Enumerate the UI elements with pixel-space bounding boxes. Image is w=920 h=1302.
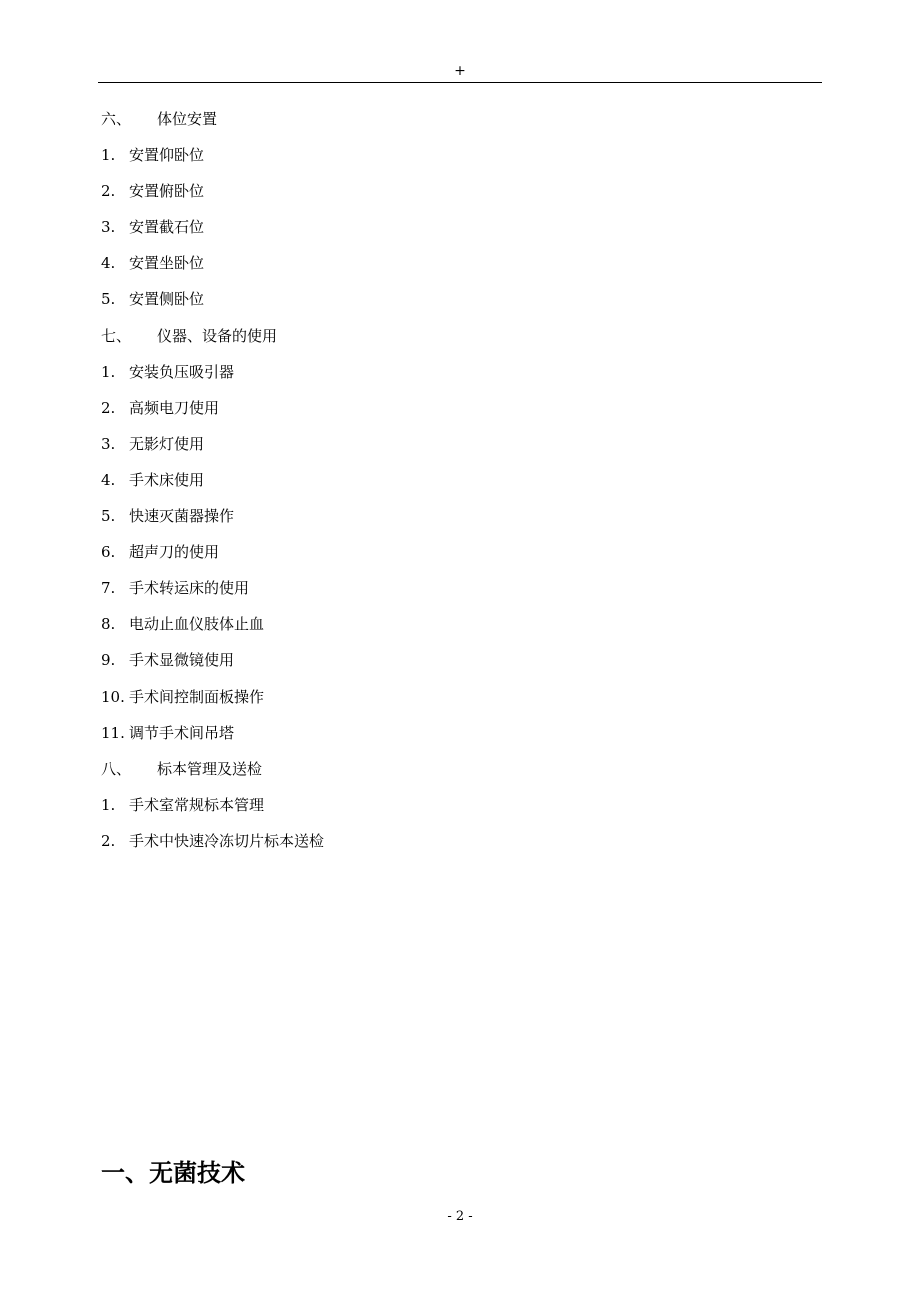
section-number: 六、 <box>101 110 132 128</box>
section-heading <box>101 108 821 144</box>
item-number: 5. <box>101 290 116 309</box>
list-item <box>101 505 821 541</box>
item-text: 安置俯卧位 <box>129 182 205 201</box>
list-item <box>101 180 821 216</box>
item-number: 3. <box>101 434 116 453</box>
item-text: 手术室常规标本管理 <box>129 795 265 814</box>
list-item <box>101 288 821 324</box>
item-number: 11. <box>101 723 125 742</box>
item-text: 超声刀的使用 <box>129 543 220 562</box>
section-title: 体位安置 <box>157 110 218 128</box>
item-number: 2. <box>101 182 116 201</box>
item-number: 3. <box>101 218 116 237</box>
list-item <box>101 722 821 758</box>
section-number: 七、 <box>101 326 132 345</box>
list-item <box>101 397 821 433</box>
section-heading <box>101 758 821 794</box>
header-rule <box>98 82 822 83</box>
item-text: 高频电刀使用 <box>129 398 220 417</box>
list-item <box>101 361 821 397</box>
list-item <box>101 252 821 288</box>
item-text: 手术显微镜使用 <box>129 651 235 670</box>
item-number: 6. <box>101 543 116 562</box>
item-text: 安置坐卧位 <box>129 254 205 273</box>
item-number: 4. <box>101 470 116 489</box>
section-title: 标本管理及送检 <box>157 759 263 778</box>
list-item <box>101 577 821 613</box>
item-text: 手术床使用 <box>129 470 205 489</box>
page-number: - 2 - <box>447 1209 473 1224</box>
list-item <box>101 541 821 577</box>
list-item <box>101 469 821 505</box>
list-item <box>101 830 821 866</box>
item-text: 调节手术间吊塔 <box>129 723 235 742</box>
list-item <box>101 794 821 830</box>
item-text: 手术间控制面板操作 <box>129 687 265 706</box>
item-text: 快速灭菌器操作 <box>129 507 235 526</box>
list-item <box>101 686 821 722</box>
item-text: 安置截石位 <box>129 218 205 237</box>
item-number: 1. <box>101 795 116 814</box>
item-text: 安置仰卧位 <box>129 146 205 165</box>
section-heading <box>101 325 821 361</box>
item-number: 1. <box>101 146 116 165</box>
item-text: 安装负压吸引器 <box>129 362 235 381</box>
list-item <box>101 649 821 685</box>
item-number: 2. <box>101 831 116 850</box>
list-item <box>101 144 821 180</box>
outline-list <box>101 108 821 866</box>
list-item <box>101 433 821 469</box>
item-text: 手术中快速冷冻切片标本送检 <box>129 831 325 850</box>
chapter-heading: 一、无菌技术 <box>101 1158 245 1187</box>
item-number: 5. <box>101 507 116 526</box>
list-item <box>101 613 821 649</box>
item-number: 10. <box>101 687 125 706</box>
header-mark: + <box>454 63 466 79</box>
item-text: 无影灯使用 <box>129 434 205 453</box>
item-text: 安置侧卧位 <box>129 290 205 309</box>
item-number: 4. <box>101 254 116 273</box>
item-text: 电动止血仪肢体止血 <box>129 615 265 634</box>
section-number: 八、 <box>101 759 132 778</box>
item-number: 1. <box>101 362 116 381</box>
section-title: 仪器、设备的使用 <box>157 326 278 345</box>
item-number: 7. <box>101 579 116 598</box>
item-text: 手术转运床的使用 <box>129 579 250 598</box>
list-item <box>101 216 821 252</box>
item-number: 8. <box>101 615 116 634</box>
item-number: 9. <box>101 651 116 670</box>
item-number: 2. <box>101 398 116 417</box>
